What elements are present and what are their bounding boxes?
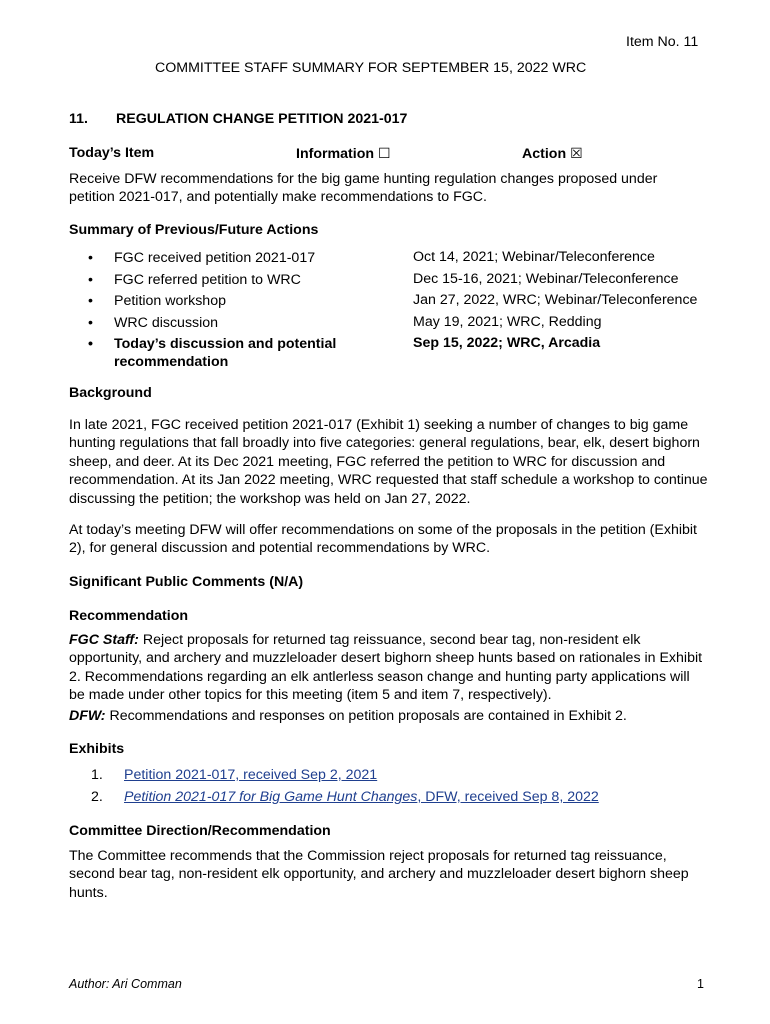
previous-actions-heading: Summary of Previous/Future Actions [69, 222, 319, 238]
recommendation-heading: Recommendation [69, 608, 189, 624]
background-heading: Background [69, 385, 152, 401]
dfw-label: DFW: [69, 708, 106, 724]
action-label: Action [522, 146, 567, 162]
action-list-item: • Petition workshop [88, 293, 226, 310]
action-option [522, 145, 583, 163]
information-checkbox: ☐ [377, 146, 391, 162]
information-option [296, 145, 391, 163]
action-date: Oct 14, 2021; Webinar/Teleconference [413, 249, 655, 265]
background-paragraph-1: In late 2021, FGC received petition 2021-017 (Exhibit 1) seeking a number of changes to big game hunting regulations that fall broadly into five categories: general regulations, bear, elk, desert bighorn sheep, and deer. At its Dec 2021 meeting, FGC referred the petition to WRC for discussion and recommendation. At its Jan 2022 meeting, WRC requested that staff schedule a workshop to continue discussing the petition; the workshop was held on Jan 27, 2022. [69, 417, 708, 507]
footer-author: Author: Ari Comman [69, 977, 182, 991]
committee-paragraph: The Committee recommends that the Commission reject proposals for returned tag reissuance, second bear tag, non-resident elk opportunity, and archery and muzzleloader desert bighorn sheep hunts. [69, 848, 689, 901]
exhibit-1-link[interactable]: Petition 2021-017, received Sep 2, 2021 [124, 767, 378, 783]
page-number: 1 [697, 977, 704, 991]
action-date: Jan 27, 2022, WRC; Webinar/Teleconference [413, 292, 698, 309]
exhibit-item: 2. Petition 2021-017 for Big Game Hunt Changes, DFW, received Sep 8, 2022 [91, 789, 599, 805]
section-number: 11. [69, 111, 88, 127]
action-checkbox: ☒ [570, 146, 583, 162]
public-comments-heading: Significant Public Comments (N/A) [69, 574, 304, 590]
intro-paragraph: Receive DFW recommendations for the big game hunting regulation changes proposed under petition 2021-017, and potentially make recommendations to FGC. [69, 171, 658, 206]
action-date: May 19, 2021; WRC, Redding [413, 313, 602, 330]
information-label: Information [296, 146, 375, 162]
exhibits-heading: Exhibits [69, 741, 125, 757]
background-paragraph-2: At today’s meeting DFW will offer recommendations on some of the proposals in the petition (Exhibit 2), for general discussion and potential recommendations by WRC. [69, 522, 697, 557]
summary-title: COMMITTEE STAFF SUMMARY FOR SEPTEMBER 15, 2022 WRC [155, 60, 587, 76]
previous-actions-list [88, 249, 378, 375]
action-list-item-current: • Today’s discussion and potential recommendation [88, 336, 337, 371]
section-title: REGULATION CHANGE PETITION 2021-017 [116, 111, 408, 127]
todays-item-label: Today’s Item [69, 145, 155, 161]
action-list-item: • FGC received petition 2021-017 [88, 250, 316, 266]
fgc-staff-label: FGC Staff: [69, 632, 139, 648]
dfw-recommendation: DFW: Recommendations and responses on petition proposals are contained in Exhibit 2. [69, 708, 627, 724]
exhibit-item: 1. Petition 2021-017, received Sep 2, 2021 [91, 767, 378, 783]
fgc-staff-recommendation: FGC Staff: Reject proposals for returned tag reissuance, second bear tag, non-resident elk opportunity, and archery and muzzleloader desert bighorn sheep hunts based on rationales in Exhibit 2. Recommendations regarding an elk antlerless season change and hunting party applications will be made under other topics for this meeting (item 5 and item 7, respectively). [69, 632, 703, 704]
action-list-item: • FGC referred petition to WRC [88, 271, 301, 288]
previous-actions-dates [413, 248, 697, 356]
action-date: Dec 15-16, 2021; Webinar/Teleconference [413, 270, 679, 287]
committee-heading: Committee Direction/Recommendation [69, 823, 331, 839]
action-list-item: • WRC discussion [88, 314, 219, 331]
item-number: Item No. 11 [626, 34, 699, 50]
exhibit-2-link-suffix[interactable]: , DFW, received Sep 8, 2022 [417, 789, 599, 805]
action-date-current: Sep 15, 2022; WRC, Arcadia [413, 335, 601, 352]
exhibit-2-link[interactable]: Petition 2021-017 for Big Game Hunt Changes [124, 789, 418, 805]
